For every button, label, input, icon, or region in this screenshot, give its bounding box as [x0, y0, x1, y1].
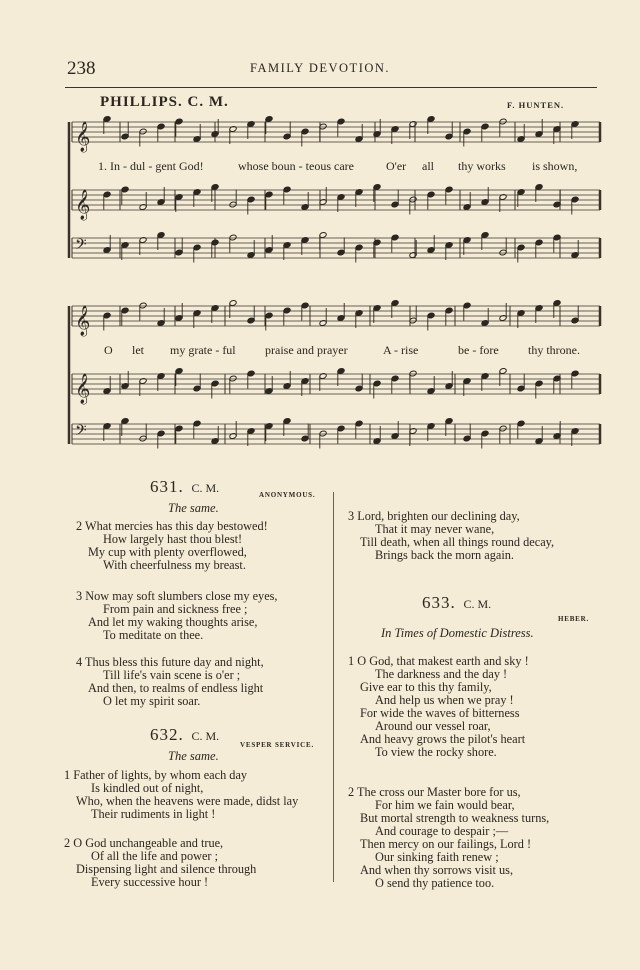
verse-line: O send thy patience too. — [375, 876, 495, 890]
verse-line: Father of lights, by whom each day — [73, 768, 248, 782]
verse-line: But mortal strength to weakness turns, — [360, 811, 550, 825]
verse-line: Till life's vain scene is o'er ; — [103, 668, 241, 682]
verse — [348, 786, 549, 890]
verse-line: O God, that makest earth and sky ! — [357, 654, 529, 668]
hymn-author: VESPER SERVICE. — [240, 741, 314, 749]
verse-line: Now may soft slumbers close my eyes, — [85, 589, 278, 603]
hymn-meter: C. M. — [191, 729, 220, 743]
verse-line: And heavy grows the pilot's heart — [360, 732, 526, 746]
verse — [348, 655, 529, 759]
hymn-633-heading — [422, 593, 491, 613]
lyric-syllable: be - fore — [458, 343, 499, 357]
verse-line: The cross our Master bore for us, — [357, 785, 521, 799]
lyric-syllable: thy works — [458, 159, 506, 173]
lyric-syllable: all — [422, 159, 434, 173]
music-score — [0, 0, 640, 470]
lyric-syllable: thy throne. — [528, 343, 580, 357]
treble-clef-icon: 𝄞 — [75, 122, 91, 152]
hymn-subtitle: The same. — [168, 501, 219, 515]
verse-line: Of all the life and power ; — [91, 849, 219, 863]
verse-line: O let my spirit soar. — [103, 694, 201, 708]
verse-line: How largely hast thou blest! — [103, 532, 243, 546]
bass-clef-icon: 𝄢 — [75, 422, 87, 443]
verse-line: O God unchangeable and true, — [73, 836, 224, 850]
verse-line: Thus bless this future day and night, — [85, 655, 264, 669]
verse-number: 1 — [64, 768, 71, 782]
bass-clef-icon: 𝄢 — [75, 236, 87, 257]
verse — [348, 510, 554, 562]
verse-number: 3 — [76, 589, 83, 603]
lyric-syllable: praise and prayer — [265, 343, 348, 357]
lyric-syllable: my grate - ful — [170, 343, 236, 357]
verse — [76, 590, 278, 642]
hymn-meter: C. M. — [463, 597, 492, 611]
verse-line: And when thy sorrows visit us, — [360, 863, 514, 877]
verse-line: Every successive hour ! — [91, 875, 209, 889]
verse-number: 1 — [348, 654, 355, 668]
lyric-syllable: A - rise — [383, 343, 419, 357]
hymn-author: ANONYMOUS. — [259, 491, 316, 499]
tune-title: PHILLIPS. C. M. — [100, 94, 229, 110]
verse-line: And then, to realms of endless light — [88, 681, 264, 695]
verse-line: And let my waking thoughts arise, — [88, 615, 258, 629]
verse-line: Dispensing light and silence through — [76, 862, 257, 876]
hymn-meter: C. M. — [191, 481, 220, 495]
verse-line: Then mercy on our failings, Lord ! — [360, 837, 532, 851]
lyric-syllable: 1. In - dul - gent God! — [98, 159, 204, 173]
lyric-syllable: O'er — [386, 159, 407, 173]
lyric-syllable: whose boun - teous care — [238, 159, 354, 173]
hymn-number: 631. — [150, 477, 184, 496]
verse — [64, 837, 256, 889]
verse-line: Lord, brighten our declining day, — [357, 509, 520, 523]
verse-line: What mercies has this day bestowed! — [85, 519, 268, 533]
lyric-syllable: let — [132, 343, 144, 357]
verse-line: The darkness and the day ! — [375, 667, 508, 681]
hymn-632-heading — [150, 725, 219, 745]
verse-line: That it may never wane, — [375, 522, 495, 536]
hymn-subtitle: The same. — [168, 749, 219, 763]
verse-number: 2 — [64, 836, 71, 850]
hymn-631-heading — [150, 477, 219, 497]
verse-line: With cheerfulness my breast. — [103, 558, 246, 572]
treble-clef-icon: 𝄞 — [75, 306, 91, 336]
hymn-number: 633. — [422, 593, 456, 612]
column-divider — [333, 492, 334, 882]
verse-line: Till death, when all things round decay, — [360, 535, 555, 549]
treble-clef-icon: 𝄞 — [75, 374, 91, 404]
verse-line: Their rudiments in light ! — [91, 807, 216, 821]
verse-number: 4 — [76, 655, 83, 669]
hymn-author: HEBER. — [558, 615, 590, 623]
verse-number: 2 — [348, 785, 355, 799]
verse-line: Brings back the morn again. — [375, 548, 514, 562]
verse-line: Who, when the heavens were made, didst lay — [76, 794, 299, 808]
treble-clef-icon: 𝄞 — [75, 190, 91, 220]
verse-line: Give ear to this thy family, — [360, 680, 492, 694]
verse — [76, 520, 268, 572]
verse-line: For wide the waves of bitterness — [360, 706, 520, 720]
verse-line: Is kindled out of night, — [91, 781, 204, 795]
composer-credit: F. HUNTEN. — [507, 100, 565, 110]
verse — [64, 769, 298, 821]
verse-line: And courage to despair ;— — [375, 824, 509, 838]
hymn-subtitle: In Times of Domestic Distress. — [381, 626, 534, 640]
verse-line: Our sinking faith renew ; — [375, 850, 499, 864]
verse-line: Around our vessel roar, — [375, 719, 491, 733]
verse-line: To view the rocky shore. — [375, 745, 497, 759]
lyric-syllable: is shown, — [532, 159, 578, 173]
verse-number: 3 — [348, 509, 355, 523]
hymn-number: 632. — [150, 725, 184, 744]
lyric-syllable: O — [104, 343, 113, 357]
verse-number: 2 — [76, 519, 83, 533]
verse-line: To meditate on thee. — [103, 628, 204, 642]
clefs — [75, 121, 90, 443]
verse-line: From pain and sickness free ; — [103, 602, 248, 616]
verse-line: And help us when we pray ! — [375, 693, 514, 707]
page-number: 238 — [67, 58, 96, 79]
running-title: FAMILY DEVOTION. — [249, 61, 391, 75]
verse-line: For him we fain would bear, — [375, 798, 515, 812]
verse — [76, 656, 264, 708]
verse-line: My cup with plenty overflowed, — [88, 545, 247, 559]
